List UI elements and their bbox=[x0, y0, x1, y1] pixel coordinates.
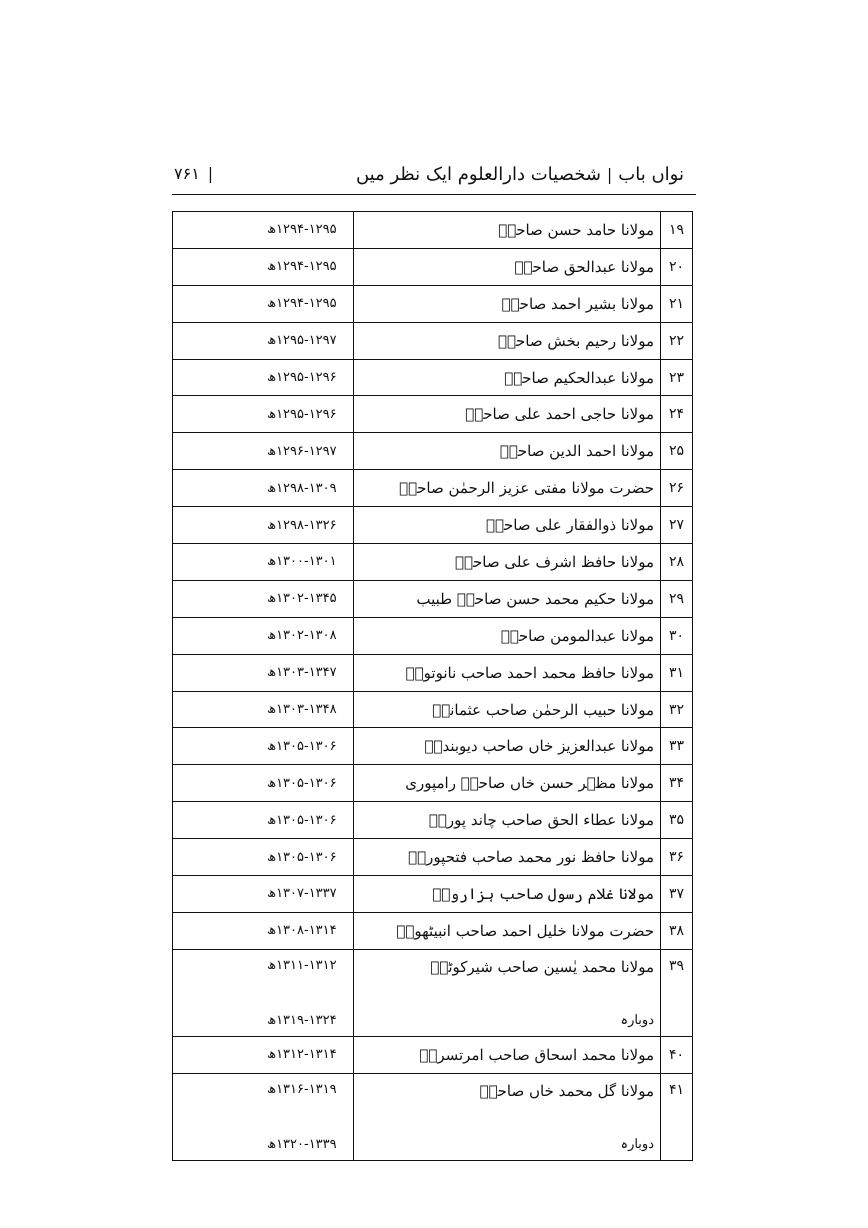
name-text: مولانا محمد یٰسین صاحب شیرکوٹیؒ bbox=[430, 957, 654, 976]
personalities-table bbox=[172, 211, 693, 1161]
table-body bbox=[173, 212, 693, 1161]
page-header bbox=[172, 160, 696, 192]
name-cell: مولانا عبدالمومن صاحبؒ bbox=[354, 617, 661, 654]
name-cell: مولانا عبدالعزیز خاں صاحب دیوبندیؒ bbox=[354, 728, 661, 765]
serial-cell: ۲۷ bbox=[661, 507, 693, 544]
name-cell: مولانا عبدالحکیم صاحبؒ bbox=[354, 359, 661, 396]
serial-cell: ۳۳ bbox=[661, 728, 693, 765]
serial-cell: ۲۱ bbox=[661, 285, 693, 322]
serial-cell: ۳۹ bbox=[661, 949, 693, 1036]
table-row bbox=[173, 544, 693, 581]
table-row bbox=[173, 248, 693, 285]
period-text: ۱۳۰۲-۱۳۰۸ھ bbox=[267, 628, 337, 644]
period-cell bbox=[173, 212, 354, 249]
name-cell: حضرت مولانا مفتی عزیز الرحمٰن صاحبؒ bbox=[354, 470, 661, 507]
serial-cell: ۳۵ bbox=[661, 802, 693, 839]
period-text-second: ۱۳۱۹-۱۳۲۴ھ bbox=[267, 1012, 337, 1028]
page-number-group bbox=[174, 164, 213, 183]
period-cell bbox=[173, 839, 354, 876]
table-row bbox=[173, 912, 693, 949]
table-row bbox=[173, 507, 693, 544]
serial-cell: ۱۹ bbox=[661, 212, 693, 249]
serial-cell: ۳۶ bbox=[661, 839, 693, 876]
period-cell bbox=[173, 470, 354, 507]
name-cell: مولانا غلام رسول صاحب ہزارویؒ bbox=[354, 876, 661, 913]
table-row bbox=[173, 1036, 693, 1073]
book-title: شخصیات دارالعلوم ایک نظر میں bbox=[355, 164, 601, 185]
table-row bbox=[173, 359, 693, 396]
serial-cell: ۲۰ bbox=[661, 248, 693, 285]
table-row bbox=[173, 839, 693, 876]
period-text: ۱۲۹۶-۱۲۹۷ھ bbox=[267, 443, 337, 459]
period-cell bbox=[173, 322, 354, 359]
table-row bbox=[173, 728, 693, 765]
table-row bbox=[173, 580, 693, 617]
period-cell bbox=[173, 617, 354, 654]
serial-cell: ۲۸ bbox=[661, 544, 693, 581]
name-cell: مولانا عبدالحق صاحبؒ bbox=[354, 248, 661, 285]
period-cell bbox=[173, 1073, 354, 1160]
period-cell bbox=[173, 802, 354, 839]
table-row bbox=[173, 802, 693, 839]
name-cell: مولانا عطاء الحق صاحب چاند پوریؒ bbox=[354, 802, 661, 839]
period-text: ۱۲۹۴-۱۲۹۵ھ bbox=[267, 222, 337, 238]
period-text: ۱۲۹۴-۱۲۹۵ھ bbox=[267, 296, 337, 312]
page-number-separator: | bbox=[207, 164, 214, 183]
period-text: ۱۳۰۳-۱۳۴۸ھ bbox=[267, 702, 337, 718]
period-text: ۱۳۱۶-۱۳۱۹ھ bbox=[267, 1081, 337, 1097]
serial-cell: ۲۵ bbox=[661, 433, 693, 470]
period-cell bbox=[173, 654, 354, 691]
header-separator: | bbox=[606, 165, 613, 184]
period-cell bbox=[173, 691, 354, 728]
period-text: ۱۳۰۵-۱۳۰۶ھ bbox=[267, 738, 337, 754]
table-row bbox=[173, 654, 693, 691]
period-cell bbox=[173, 765, 354, 802]
table-row bbox=[173, 470, 693, 507]
period-text: ۱۳۱۲-۱۳۱۴ھ bbox=[267, 1047, 337, 1063]
serial-cell: ۴۱ bbox=[661, 1073, 693, 1160]
name-cell: مولانا مظہر حسن خاں صاحبؒ رامپوری bbox=[354, 765, 661, 802]
period-text: ۱۲۹۸-۱۳۰۹ھ bbox=[267, 480, 337, 496]
period-cell bbox=[173, 248, 354, 285]
page-number: ۷۶۱ bbox=[174, 164, 200, 183]
period-cell bbox=[173, 912, 354, 949]
period-text: ۱۲۹۴-۱۲۹۵ھ bbox=[267, 259, 337, 275]
period-text: ۱۳۰۵-۱۳۰۶ھ bbox=[267, 775, 337, 791]
name-cell: مولانا رحیم بخش صاحبؒ bbox=[354, 322, 661, 359]
name-cell: مولانا بشیر احمد صاحبؒ bbox=[354, 285, 661, 322]
name-cell: مولانا حبیب الرحمٰن صاحب عثمانیؒ bbox=[354, 691, 661, 728]
period-text: ۱۲۹۵-۱۲۹۶ھ bbox=[267, 370, 337, 385]
name-cell: مولانا حامد حسن صاحبؒ bbox=[354, 212, 661, 249]
serial-cell: ۳۷ bbox=[661, 876, 693, 913]
period-text: ۱۲۹۵-۱۲۹۷ھ bbox=[267, 333, 337, 349]
running-title bbox=[356, 164, 684, 185]
table-row bbox=[173, 285, 693, 322]
name-cell: مولانا حافظ اشرف علی صاحبؒ bbox=[354, 544, 661, 581]
table-row-double bbox=[173, 1073, 693, 1160]
serial-cell: ۳۸ bbox=[661, 912, 693, 949]
name-cell: مولانا حکیم محمد حسن صاحبؒ طبیب bbox=[354, 580, 661, 617]
serial-cell: ۲۳ bbox=[661, 359, 693, 396]
period-text: ۱۲۹۵-۱۲۹۶ھ bbox=[267, 406, 337, 422]
period-cell bbox=[173, 1036, 354, 1073]
period-cell bbox=[173, 728, 354, 765]
name-cell: مولانا محمد اسحاق صاحب امرتسریؒ bbox=[354, 1036, 661, 1073]
name-cell: مولانا حافظ محمد احمد صاحب نانوتویؒ bbox=[354, 654, 661, 691]
table-row bbox=[173, 322, 693, 359]
serial-cell: ۲۴ bbox=[661, 396, 693, 433]
serial-cell: ۳۱ bbox=[661, 654, 693, 691]
period-cell bbox=[173, 949, 354, 1036]
period-cell bbox=[173, 507, 354, 544]
period-text-second: ۱۳۲۰-۱۳۳۹ھ bbox=[267, 1136, 337, 1152]
period-text: ۱۳۰۲-۱۳۴۵ھ bbox=[267, 591, 337, 607]
table-row bbox=[173, 876, 693, 913]
repeat-note: دوبارہ bbox=[620, 1136, 654, 1152]
serial-cell: ۲۶ bbox=[661, 470, 693, 507]
period-text: ۱۳۰۳-۱۳۴۷ھ bbox=[267, 665, 337, 681]
period-cell bbox=[173, 359, 354, 396]
period-text: ۱۳۰۰-۱۳۰۱ھ bbox=[267, 554, 337, 570]
name-cell: حضرت مولانا خلیل احمد صاحب انبیٹھویؒ bbox=[354, 912, 661, 949]
period-text: ۱۳۱۱-۱۳۱۲ھ bbox=[267, 957, 337, 973]
chapter-label: نواں باب bbox=[618, 164, 684, 185]
period-cell bbox=[173, 285, 354, 322]
name-cell bbox=[354, 1073, 661, 1160]
table-row bbox=[173, 691, 693, 728]
serial-cell: ۲۲ bbox=[661, 322, 693, 359]
table-row bbox=[173, 396, 693, 433]
serial-cell: ۲۹ bbox=[661, 580, 693, 617]
serial-cell: ۳۴ bbox=[661, 765, 693, 802]
serial-cell: ۴۰ bbox=[661, 1036, 693, 1073]
serial-cell: ۳۰ bbox=[661, 617, 693, 654]
period-text: ۱۳۰۵-۱۳۰۶ھ bbox=[267, 812, 337, 828]
period-cell bbox=[173, 580, 354, 617]
name-cell: مولانا حاجی احمد علی صاحبؒ bbox=[354, 396, 661, 433]
period-text: ۱۳۰۸-۱۳۱۴ھ bbox=[267, 923, 337, 939]
table-row bbox=[173, 212, 693, 249]
name-text: مولانا گل محمد خاں صاحبؒ bbox=[479, 1081, 654, 1100]
name-cell bbox=[354, 949, 661, 1036]
period-cell bbox=[173, 433, 354, 470]
name-cell: مولانا ذوالفقار علی صاحبؒ bbox=[354, 507, 661, 544]
serial-cell: ۳۲ bbox=[661, 691, 693, 728]
period-text: ۱۳۰۵-۱۳۰۶ھ bbox=[267, 849, 337, 865]
table-row bbox=[173, 433, 693, 470]
period-text: ۱۳۰۷-۱۳۳۷ھ bbox=[267, 886, 337, 902]
period-text: ۱۲۹۸-۱۳۲۶ھ bbox=[267, 517, 337, 533]
period-cell bbox=[173, 396, 354, 433]
header-rule bbox=[172, 194, 696, 195]
table-row bbox=[173, 617, 693, 654]
period-cell bbox=[173, 544, 354, 581]
table-row-double bbox=[173, 949, 693, 1036]
repeat-note: دوبارہ bbox=[620, 1012, 654, 1028]
name-cell: مولانا حافظ نور محمد صاحب فتحپوریؒ bbox=[354, 839, 661, 876]
name-cell: مولانا احمد الدین صاحبؒ bbox=[354, 433, 661, 470]
period-cell bbox=[173, 876, 354, 913]
table-row bbox=[173, 765, 693, 802]
